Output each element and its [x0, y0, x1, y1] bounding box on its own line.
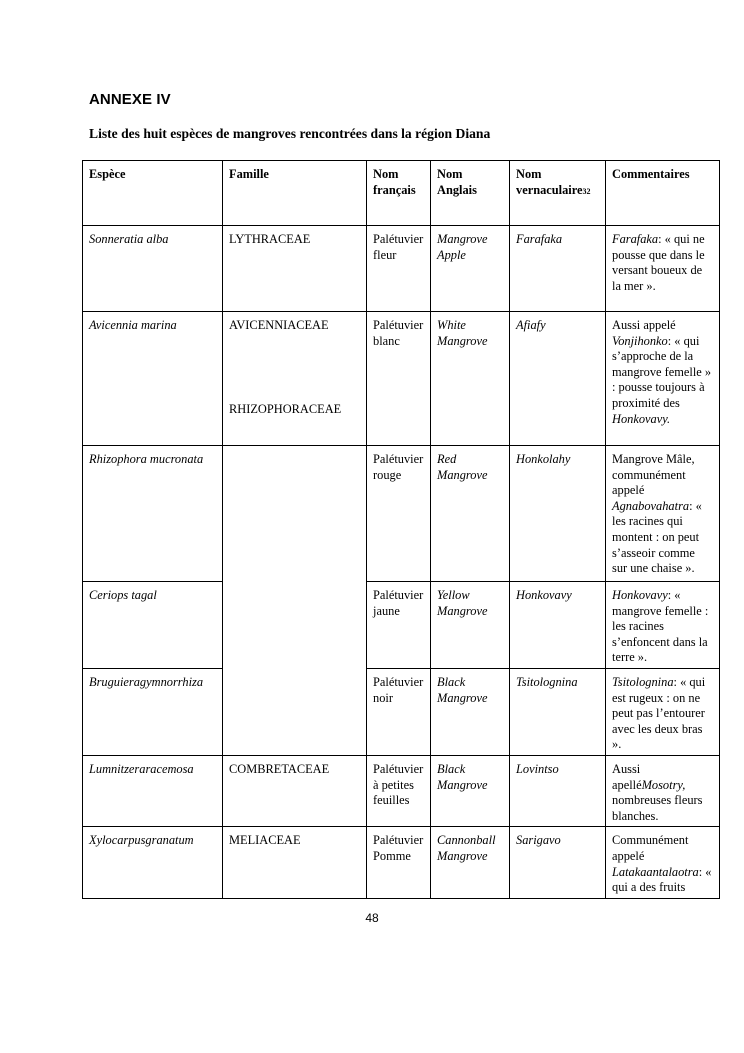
table-caption: Liste des huit espèces de mangroves rencontrées dans la région Diana [89, 126, 491, 141]
comment-text: Communément appelé [612, 833, 689, 863]
cell-commentaire [606, 312, 720, 446]
cell-espece: Rhizophora mucronata [83, 446, 223, 582]
comment-text: : « les racines qui montent : on peut s’asseoir comme sur une chaise ». [612, 498, 702, 576]
comment-name: Agnabovahatra [612, 498, 690, 513]
cell-nom-vernaculaire: Honkolahy [510, 446, 606, 582]
comment-name: Honkovavy [612, 588, 668, 602]
page-number: 48 [365, 911, 379, 925]
cell-nom-francais: Palétuvier noir [367, 669, 431, 756]
comment-name: Mosotry, [641, 777, 686, 792]
cell-espece: Bruguieragymnorrhiza [83, 669, 223, 756]
cell-nom-vernaculaire: Afiafy [510, 312, 606, 446]
comment-name: Tsitolognina [612, 675, 674, 689]
cell-nom-francais: Palétuvier blanc [367, 312, 431, 446]
header-nom-vernaculaire [510, 161, 606, 226]
cell-commentaire [606, 756, 720, 827]
cell-nom-anglais: White Mangrove [431, 312, 510, 446]
header-famille: Famille [223, 161, 367, 226]
footnote-marker: 32 [582, 186, 591, 196]
table-row [83, 582, 720, 669]
table-row [83, 446, 720, 582]
table-row [83, 669, 720, 756]
table-header-row [83, 161, 720, 226]
cell-nom-anglais: Yellow Mangrove [431, 582, 510, 669]
table-row [83, 312, 720, 446]
cell-nom-francais: Palétuvier jaune [367, 582, 431, 669]
cell-commentaire [606, 226, 720, 312]
cell-commentaire [606, 669, 720, 756]
cell-nom-anglais: Cannonball Mangrove [431, 827, 510, 898]
comment-text: nombreuses fleurs blanches. [612, 793, 703, 823]
cell-nom-francais: Palétuvier rouge [367, 446, 431, 582]
comment-name: Honkovavy. [612, 411, 671, 426]
cell-commentaire [606, 582, 720, 669]
cell-espece: Xylocarpusgranatum [83, 827, 223, 898]
cell-nom-anglais: Mangrove Apple [431, 226, 510, 312]
comment-text: Aussi apellé [612, 762, 642, 792]
comment-text: : « qui s’approche de la mangrove femelle » : pousse toujours à proximité des [612, 333, 712, 410]
cell-nom-vernaculaire: Honkovavy [510, 582, 606, 669]
header-nom-francais: Nom français [367, 161, 431, 226]
header-commentaires: Commentaires [606, 161, 720, 226]
table-row [83, 226, 720, 312]
comment-name: Vonjihonko [612, 333, 668, 348]
cell-espece: Ceriops tagal [83, 582, 223, 669]
cell-espece: Sonneratia alba [83, 226, 223, 312]
comment-name: Farafaka [612, 232, 659, 246]
header-nom-vernaculaire-label: Nom vernaculaire [516, 167, 583, 197]
header-espece: Espèce [83, 161, 223, 226]
cell-famille: MELIACEAE [223, 827, 367, 898]
cell-commentaire [606, 446, 720, 582]
comment-text: : « qui ne pousse que dans le versant boueux de la mer ». [612, 232, 705, 293]
comment-text: Mangrove Mâle, communément appelé [612, 452, 695, 498]
table-row [83, 756, 720, 827]
cell-commentaire [606, 827, 720, 898]
cell-nom-anglais: Red Mangrove [431, 446, 510, 582]
cell-nom-anglais: Black Mangrove [431, 756, 510, 827]
comment-text: : « qui est rugeux : on ne peut pas l’entourer avec les deux bras ». [612, 675, 706, 752]
comment-text: : « qui a des fruits [612, 864, 712, 895]
cell-nom-francais: Palétuvier Pomme [367, 827, 431, 898]
cell-nom-vernaculaire: Farafaka [510, 226, 606, 312]
cell-nom-francais: Palétuvier à petites feuilles [367, 756, 431, 827]
cell-espece: Avicennia marina [83, 312, 223, 446]
cell-nom-francais: Palétuvier fleur [367, 226, 431, 312]
header-nom-anglais: Nom Anglais [431, 161, 510, 226]
cell-nom-vernaculaire: Lovintso [510, 756, 606, 827]
table-row [83, 827, 720, 898]
annex-title: ANNEXE IV [89, 91, 171, 108]
mangrove-species-table [82, 160, 720, 899]
merged-family-label: RHIZOPHORACEAE [229, 402, 342, 416]
cell-nom-anglais: Black Mangrove [431, 669, 510, 756]
comment-name: Latakaantalaotra [612, 864, 699, 879]
cell-famille-merged [223, 402, 367, 756]
cell-famille: AVICENNIACEAE [223, 312, 367, 446]
comment-text: Aussi appelé [612, 318, 676, 332]
cell-famille: COMBRETACEAE [223, 756, 367, 827]
cell-nom-vernaculaire: Tsitolognina [510, 669, 606, 756]
cell-famille: LYTHRACEAE [223, 226, 367, 312]
cell-espece: Lumnitzeraracemosa [83, 756, 223, 827]
comment-text: : « mangrove femelle : les racines s’enfoncent dans la terre ». [612, 588, 709, 665]
cell-nom-vernaculaire: Sarigavo [510, 827, 606, 898]
